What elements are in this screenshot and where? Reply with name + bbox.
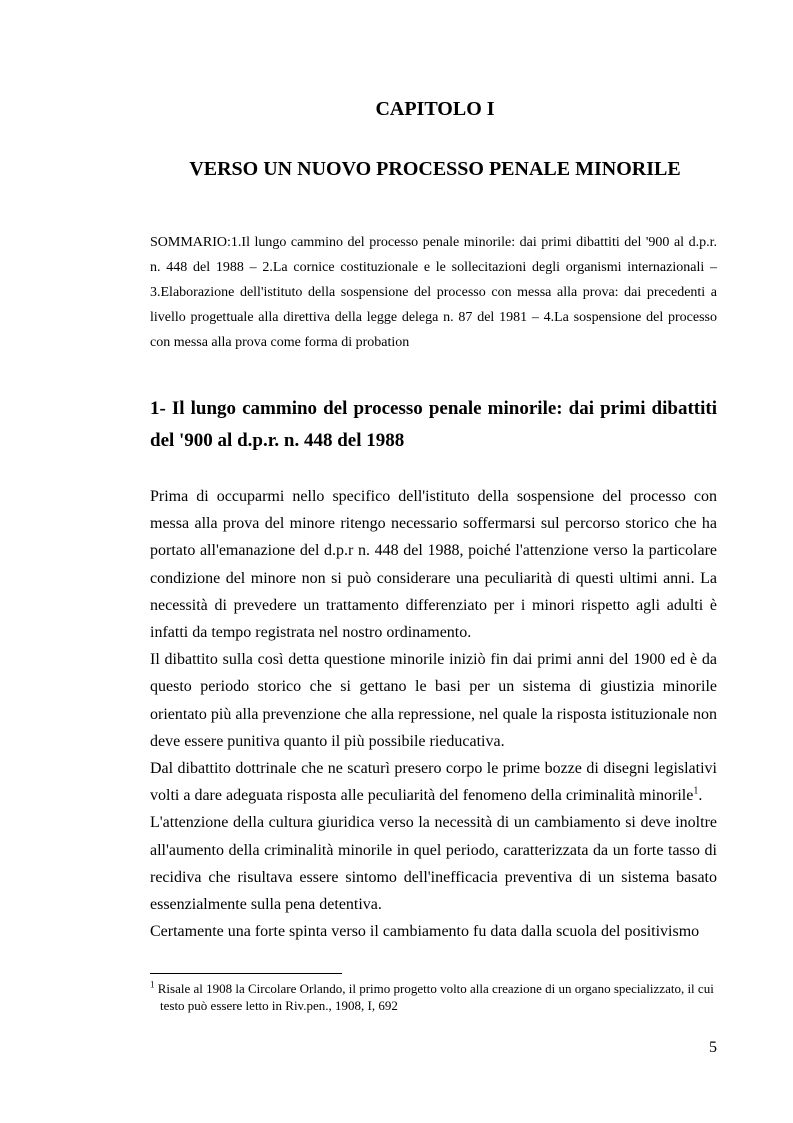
paragraph-5: Certamente una forte spinta verso il cambiamento fu data dalla scuola del positivismo bbox=[150, 923, 700, 941]
paragraph-4: L'attenzione della cultura giuridica verso la necessità di un cambiamento si deve inoltre all'aumento della criminalità minorile in quel periodo, caratterizzata da un forte tasso di recidiva che risultava essere sintomo dell'inefficacia preventiva di un sistema basato essenzialmente sulla pena detentiva. bbox=[150, 814, 717, 914]
footnote bbox=[150, 980, 717, 1014]
footnote-number: 1 bbox=[150, 979, 155, 990]
chapter-title: VERSO UN NUOVO PROCESSO PENALE MINORILE bbox=[189, 158, 681, 180]
paragraph-2: Il dibattito sulla così detta questione minorile iniziò fin dai primi anni del 1900 ed è da questo periodo storico che si gettano le basi per un sistema di giustizia minorile orientato più alla prevenzione che alla repressione, nel quale la risposta istituzionale non deve essere punitiva quanto il più possibile rieducativa. bbox=[150, 651, 717, 750]
chapter-label: CAPITOLO I bbox=[375, 98, 495, 120]
paragraph-1: Prima di occuparmi nello specifico dell'istituto della sospensione del processo con messa alla prova del minore ritengo necessario soffermarsi sul percorso storico che ha portato all'emanazione del d.p.r n. 448 del 1988, poiché l'attenzione verso la particolare condizione del minore non si può considerare una peculiarità di questi ultimi anni. La necessità di prevedere un trattamento differenziato per i minori rispetto agli adulti è infatti da tempo registrata nel nostro ordinamento. bbox=[150, 488, 717, 642]
body-text bbox=[150, 483, 717, 945]
page-number: 5 bbox=[709, 1039, 717, 1056]
paragraph-3 bbox=[150, 755, 717, 809]
footnote-text: Risale al 1908 la Circolare Orlando, il primo progetto volto alla creazione di un organo specializzato, il cui testo può essere letto in Riv.pen., 1908, I, 692 bbox=[154, 981, 714, 1013]
paragraph-3-end: . bbox=[698, 787, 703, 805]
section-heading: 1- Il lungo cammino del processo penale minorile: dai primi dibattiti del '900 al d.p.r. n. 448 del 1988 bbox=[150, 398, 717, 451]
paragraph-3-text: Dal dibattito dottrinale che ne scaturì presero corpo le prime bozze di disegni legislativi volti a dare adeguata risposta alle peculiarità del fenomeno della criminalità minorile bbox=[150, 760, 717, 805]
footnote-reference[interactable]: 1 bbox=[693, 785, 699, 797]
chapter-summary: SOMMARIO:1.Il lungo cammino del processo penale minorile: dai primi dibattiti del '900 al d.p.r. n. 448 del 1988 – 2.La cornice costituzionale e le sollecitazioni degli organismi internazionali – 3.Elaborazione dell'istituto della sospensione del processo con messa alla prova: dai precedenti a livello progettuale alla direttiva della legge delega n. 87 del 1981 – 4.La sospensione del processo con messa alla prova come forma di probation bbox=[150, 235, 717, 350]
footnote-divider bbox=[150, 973, 342, 974]
